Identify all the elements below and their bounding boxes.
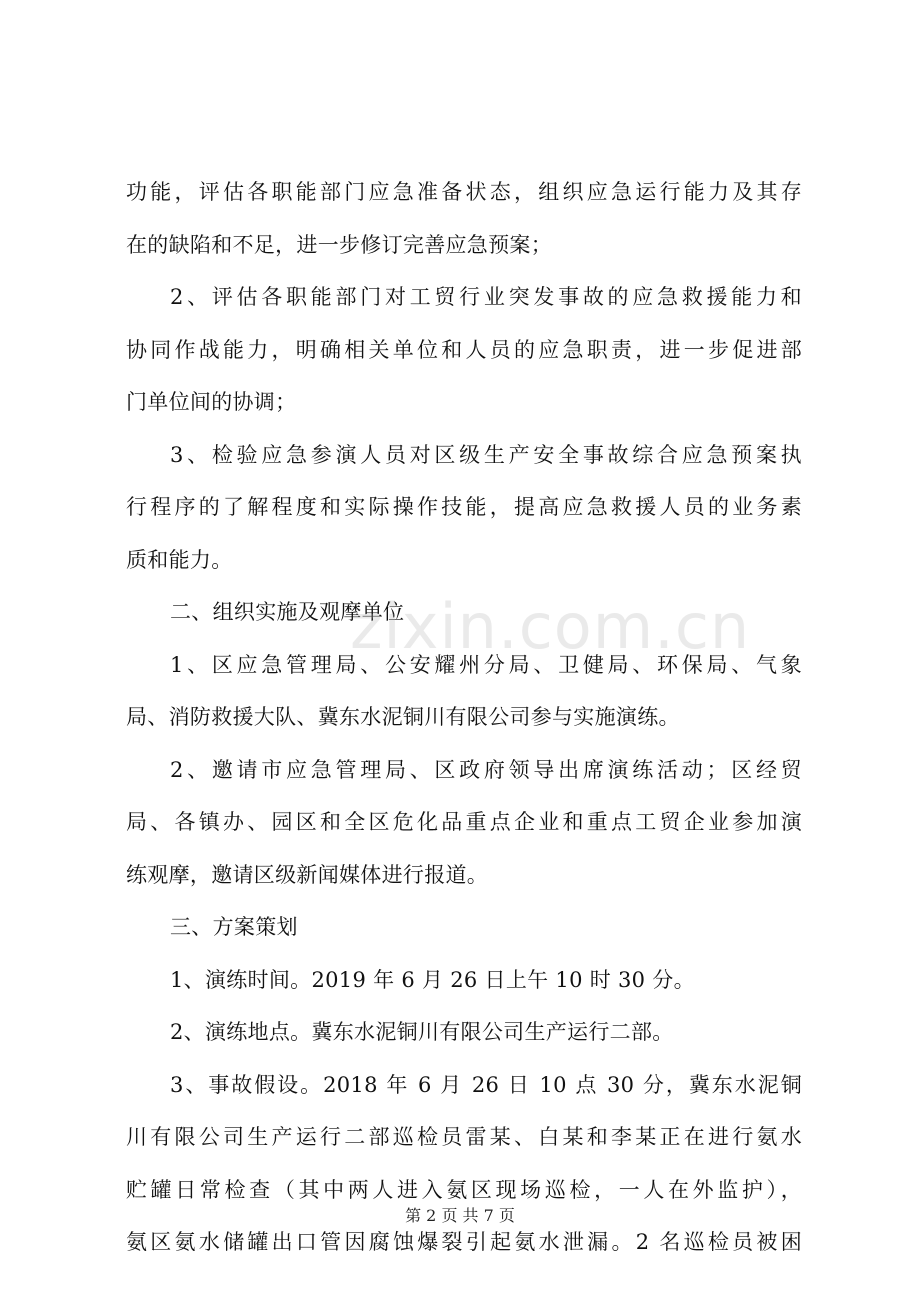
watermark: zixin.com.cn [350,590,751,663]
text-line: 1、演练时间。2019 年 6 月 26 日上午 10 时 30 分。 [170,967,695,992]
text-line: 局、消防救援大队、冀东水泥铜川有限公司参与实施演练。 [126,705,680,729]
text-line: 门单位间的协调； [126,390,297,414]
text-line: 1、区应急管理局、公安耀州分局、卫健局、环保局、气象 [170,652,802,677]
text-line: 贮罐日常检查（其中两人进入氨区现场巡检，一人在外监护）， [126,1177,802,1202]
text-line: 3、检验应急参演人员对区级生产安全事故综合应急预案执 [170,442,802,467]
text-line: 质和能力。 [126,547,233,572]
text-line: 2、演练地点。冀东水泥铜川有限公司生产运行二部。 [170,1020,674,1044]
text-line: 局、各镇办、园区和全区危化品重点企业和重点工贸企业参加演 [126,810,802,834]
text-line: 在的缺陷和不足，进一步修订完善应急预案； [126,232,552,257]
page-footer: 第 2 页 共 7 页 [405,1206,515,1225]
text-line: 功能，评估各职能部门应急准备状态，组织应急运行能力及其存 [126,180,802,204]
body-text [126,166,802,1269]
text-line: 2、邀请市应急管理局、区政府领导出席演练活动；区经贸 [170,757,802,782]
text-line: 三、方案策划 [170,915,298,939]
text-line: 练观摩，邀请区级新闻媒体进行报道。 [126,862,489,887]
text-line: 3、事故假设。2018 年 6 月 26 日 10 点 30 分，冀东水泥铜 [170,1072,802,1097]
text-line: 协同作战能力，明确相关单位和人员的应急职责，进一步促进部 [126,337,802,362]
text-line: 二、组织实施及观摩单位 [170,600,405,624]
text-line: 行程序的了解程度和实际操作技能，提高应急救援人员的业务素 [126,495,802,519]
text-line: 氨区氨水储罐出口管因腐蚀爆裂引起氨水泄漏。2 名巡检员被困 [126,1230,802,1254]
text-line: 2、评估各职能部门对工贸行业突发事故的应急救援能力和 [170,285,802,309]
text-line: 川有限公司生产运行二部巡检员雷某、白某和李某正在进行氨水 [126,1125,802,1149]
